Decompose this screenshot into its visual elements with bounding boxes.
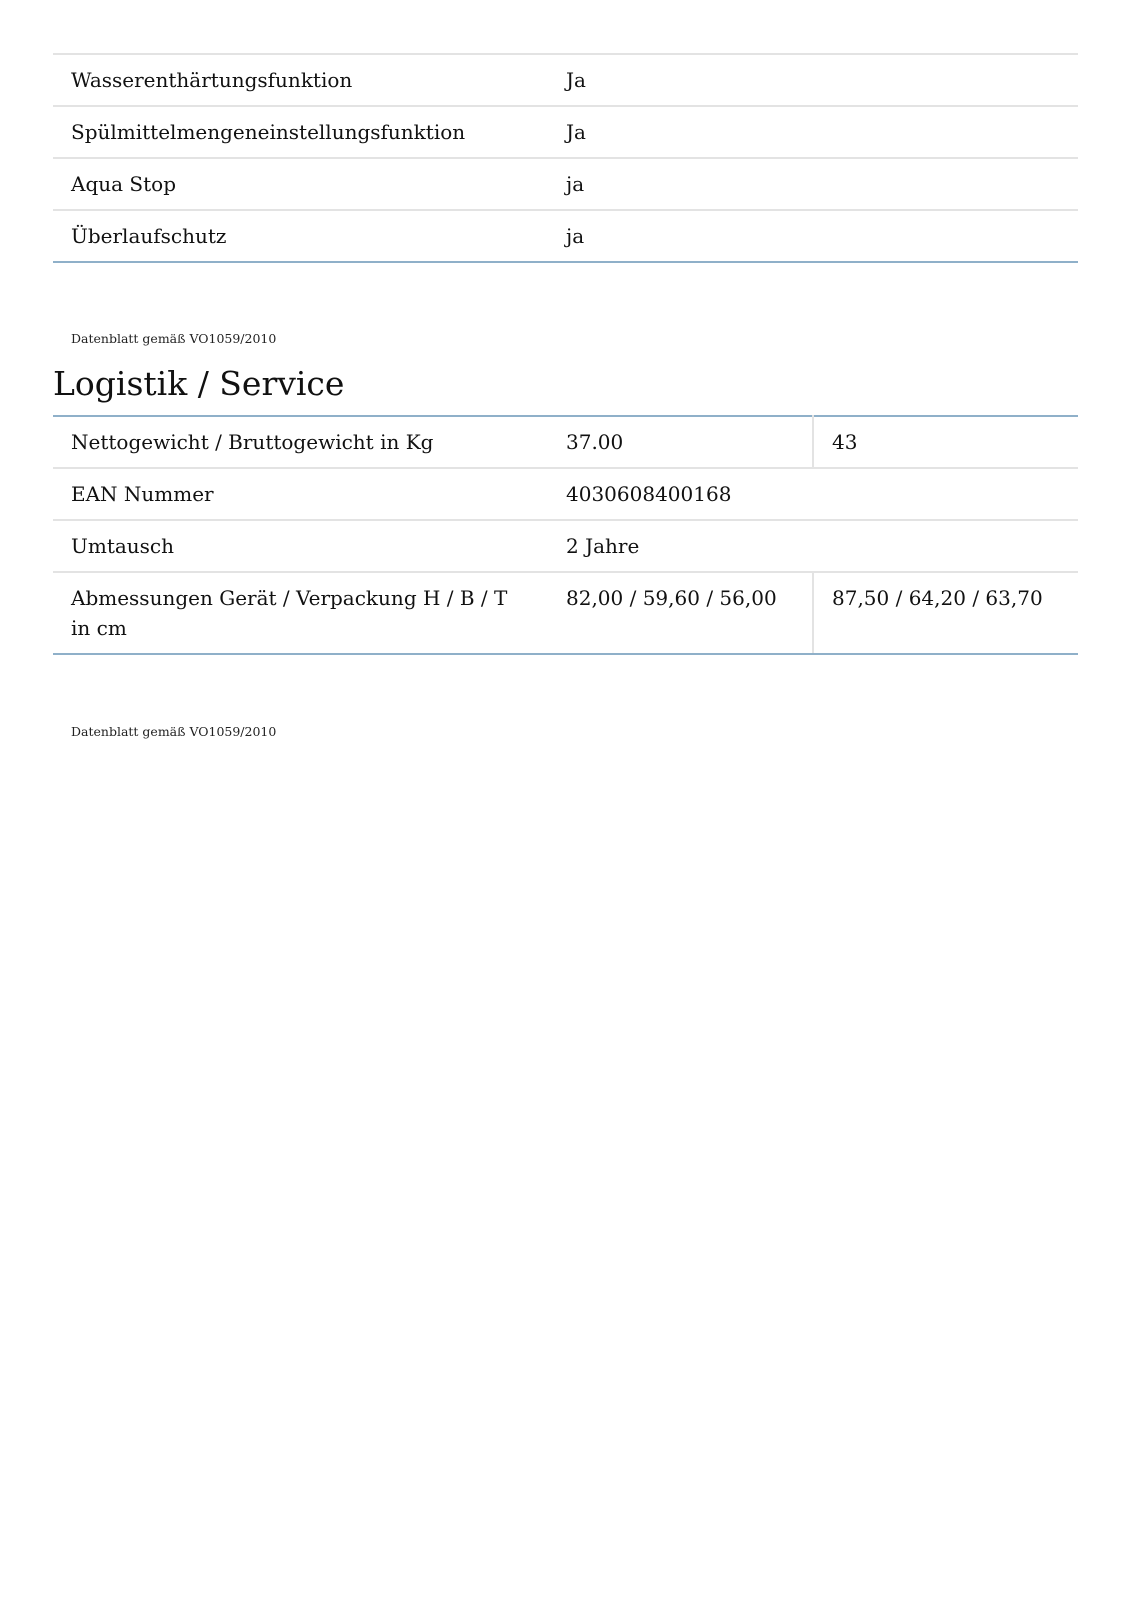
table-row	[53, 416, 1078, 468]
row-label: Umtausch	[53, 520, 548, 572]
row-label: Spülmittelmengeneinstellungsfunktion	[53, 106, 548, 158]
row-value: 37.00	[548, 416, 813, 468]
section-title: Logistik / Service	[53, 364, 345, 403]
features-table	[53, 53, 1078, 263]
row-value-secondary: 87,50 / 64,20 / 63,70	[813, 572, 1078, 654]
row-value: 4030608400168	[548, 468, 1078, 520]
table-row	[53, 54, 1078, 106]
row-label: Überlaufschutz	[53, 210, 548, 262]
row-value: 82,00 / 59,60 / 56,00	[548, 572, 813, 654]
logistics-table	[53, 415, 1078, 655]
row-value: 2 Jahre	[548, 520, 1078, 572]
datasheet-footnote: Datenblatt gemäß VO1059/2010	[71, 724, 277, 739]
row-label: Wasserenthärtungsfunktion	[53, 54, 548, 106]
table-row	[53, 158, 1078, 210]
row-value: ja	[548, 158, 1078, 210]
table-row	[53, 210, 1078, 262]
row-label: Abmessungen Gerät / Verpackung H / B / T in cm	[53, 572, 548, 654]
datasheet-footnote: Datenblatt gemäß VO1059/2010	[71, 331, 277, 346]
row-value: Ja	[548, 106, 1078, 158]
table-row	[53, 572, 1078, 654]
table-row	[53, 520, 1078, 572]
row-value: Ja	[548, 54, 1078, 106]
row-label: Nettogewicht / Bruttogewicht in Kg	[53, 416, 548, 468]
row-value-secondary: 43	[813, 416, 1078, 468]
row-label: EAN Nummer	[53, 468, 548, 520]
row-label: Aqua Stop	[53, 158, 548, 210]
row-value: ja	[548, 210, 1078, 262]
table-row	[53, 468, 1078, 520]
table-row	[53, 106, 1078, 158]
